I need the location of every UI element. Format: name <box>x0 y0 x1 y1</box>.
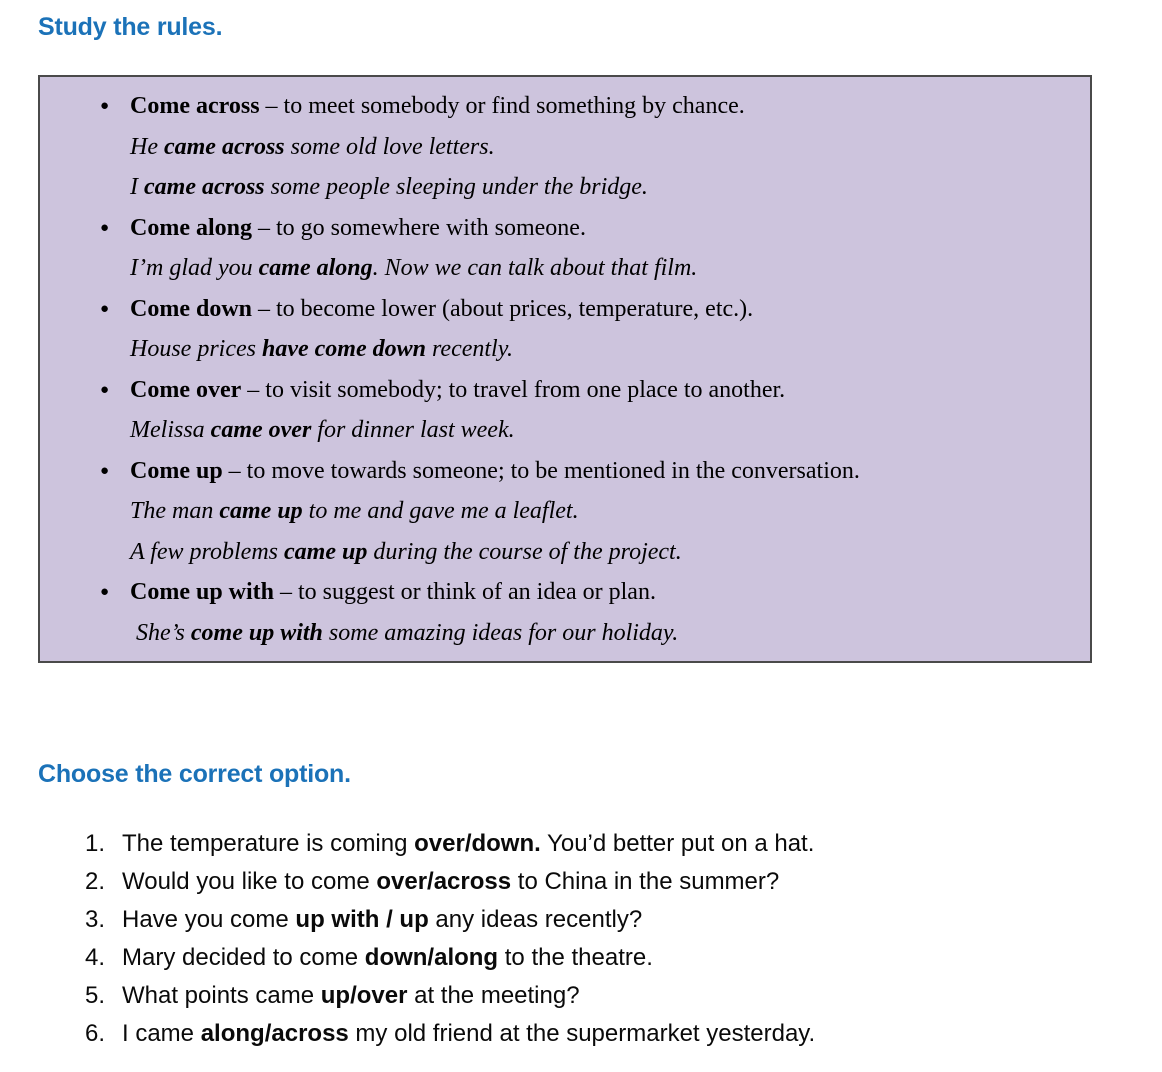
exercise-item-number: 1. <box>85 830 106 857</box>
rule-come-along <box>40 208 1090 289</box>
rule-example-text: A few problems came up during the course of the project. <box>130 538 682 565</box>
rule-example-line <box>40 329 1090 370</box>
exercise-item-number: 3. <box>85 906 106 933</box>
rule-example-text: The man came up to me and gave me a leaflet. <box>130 498 579 524</box>
rule-example-text: I’m glad you came along. Now we can talk about that film. <box>130 255 698 281</box>
heading-study-the-rules: Study the rules. <box>38 13 223 41</box>
exercise-item-6 <box>38 1015 1124 1053</box>
exercise-item-2 <box>38 863 1124 901</box>
exercise-item-number: 6. <box>85 1020 106 1047</box>
exercise-item-5 <box>38 977 1124 1015</box>
rule-example-text: Melissa came over for dinner last week. <box>130 417 515 443</box>
rule-term-line <box>40 572 1090 613</box>
bullet-icon: ● <box>100 98 110 114</box>
rule-example-text: House prices have come down recently. <box>130 336 514 362</box>
exercise-item-text: Mary decided to come down/along to the theatre. <box>122 944 653 971</box>
exercise-item-1 <box>38 825 1124 863</box>
rule-example-line <box>40 410 1090 451</box>
rule-example-line <box>40 532 1090 573</box>
phrasal-verb-rules-box <box>38 75 1092 663</box>
rule-example-text: I came across some people sleeping under the bridge. <box>130 174 648 200</box>
exercise-item-text: What points came up/over at the meeting? <box>122 982 580 1009</box>
heading-choose-correct-option: Choose the correct option. <box>38 760 351 788</box>
rule-example-line <box>40 248 1090 289</box>
rule-term-text: Come down – to become lower (about prices, temperature, etc.). <box>130 295 754 322</box>
rule-example-text: He came across some old love letters. <box>130 133 495 160</box>
rule-term-text: Come up with – to suggest or think of an idea or plan. <box>130 579 656 605</box>
exercise-item-3 <box>38 901 1124 939</box>
rule-example-line <box>40 613 1090 654</box>
rule-example-text: She’s come up with some amazing ideas for our holiday. <box>130 619 679 646</box>
rule-example-line <box>40 491 1090 532</box>
rule-term-line <box>40 370 1090 411</box>
exercise-item-number: 5. <box>85 982 106 1009</box>
rule-come-across <box>40 86 1090 208</box>
rule-example-line <box>40 127 1090 168</box>
rule-term-text: Come along – to go somewhere with someone. <box>130 214 586 241</box>
rule-term-line <box>40 451 1090 492</box>
exercise-item-number: 2. <box>85 868 106 895</box>
rule-come-over <box>40 370 1090 451</box>
bullet-icon: ● <box>100 584 110 600</box>
rule-term-line <box>40 208 1090 249</box>
bullet-icon: ● <box>100 381 110 398</box>
bullet-icon: ● <box>100 219 110 236</box>
exercise-item-number: 4. <box>85 944 106 971</box>
rule-term-text: Come across – to meet somebody or find something by chance. <box>130 93 745 119</box>
bullet-icon: ● <box>100 462 110 479</box>
rule-term-text: Come up – to move towards someone; to be mentioned in the conversation. <box>130 457 860 484</box>
exercise-item-text: Would you like to come over/across to China in the summer? <box>122 868 780 895</box>
exercise-item-4 <box>38 939 1124 977</box>
exercise-item-text: Have you come up with / up any ideas recently? <box>122 906 643 933</box>
rule-example-line <box>40 167 1090 208</box>
bullet-icon: ● <box>100 300 110 317</box>
rule-term-line <box>40 289 1090 330</box>
rule-come-up <box>40 451 1090 573</box>
rule-term-line <box>40 86 1090 127</box>
rule-term-text: Come over – to visit somebody; to travel from one place to another. <box>130 376 786 403</box>
exercise-item-text: I came along/across my old friend at the supermarket yesterday. <box>122 1020 816 1047</box>
exercise-item-text: The temperature is coming over/down. You’d better put on a hat. <box>122 830 815 857</box>
exercise-list <box>38 825 1124 1053</box>
rule-come-down <box>40 289 1090 370</box>
rule-come-up-with <box>40 572 1090 653</box>
